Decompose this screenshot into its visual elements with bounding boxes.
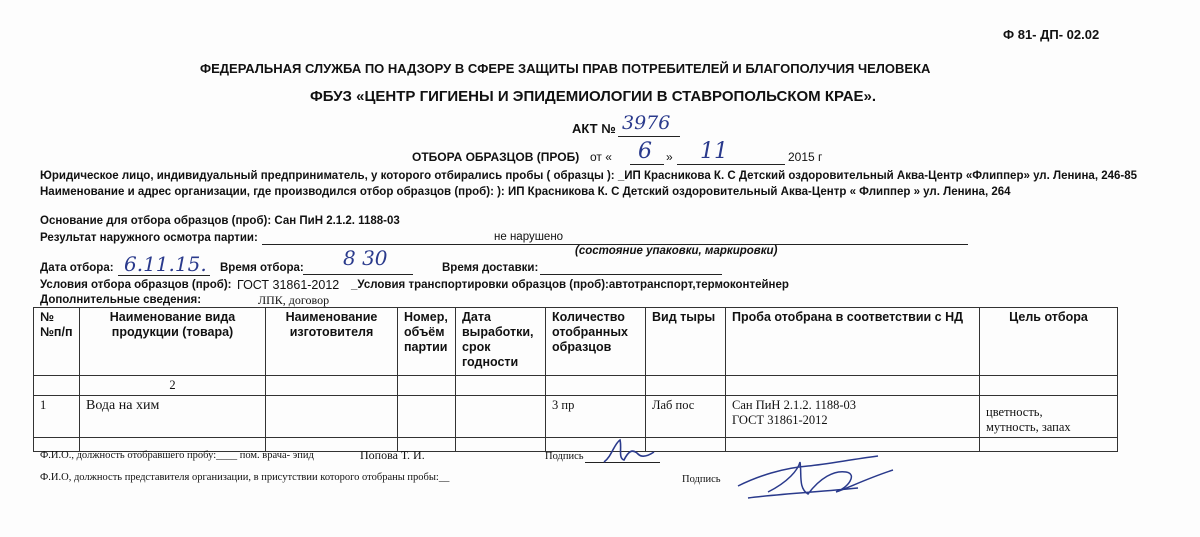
row-num: 1 xyxy=(34,396,80,438)
index-cell xyxy=(456,376,546,396)
inspection-note: (состояние упаковки, маркировки) xyxy=(575,245,778,257)
empty-cell xyxy=(456,438,546,452)
act-month: 11 xyxy=(700,139,728,164)
act-day-line xyxy=(630,164,664,165)
header-nd: Проба отобрана в соответствии с НД xyxy=(726,308,980,376)
row-nd-line2: ГОСТ 31861-2012 xyxy=(732,413,828,427)
table-index-row xyxy=(34,376,1118,396)
conditions-label: Условия отбора образцов (проб): xyxy=(40,279,232,291)
index-cell xyxy=(266,376,398,396)
rep-label: Ф.И.О, должность представителя организации, в присутствии которого отобраны пробы:__ xyxy=(40,472,450,483)
delivery-time-line xyxy=(540,274,722,275)
header-container: Вид тыры xyxy=(646,308,726,376)
row-nd xyxy=(726,396,980,438)
sampling-date-label: Дата отбора: xyxy=(40,262,114,274)
row-purpose-line2: мутность, запах xyxy=(986,420,1071,434)
sampling-time-value: 8 30 xyxy=(343,246,388,270)
row-batch xyxy=(398,396,456,438)
header-purpose: Цель отбора xyxy=(980,308,1118,376)
header-product: Наименование вида продукции (товара) xyxy=(80,308,266,376)
row-maker xyxy=(266,396,398,438)
act-year: 2015 xyxy=(788,150,815,164)
index-cell xyxy=(546,376,646,396)
act-day: 6 xyxy=(638,139,652,164)
row-purpose-line1: цветность, xyxy=(986,405,1043,419)
sampler-signature-label: Подпись xyxy=(545,451,584,462)
row-purpose xyxy=(980,396,1118,438)
sampler-name: Попова Т. И. xyxy=(360,448,425,462)
act-month-line xyxy=(677,164,785,165)
rep-signature xyxy=(728,448,908,508)
transport-line: _Условия транспортировки образцов (проб):автотранспорт,термоконтейнер xyxy=(351,279,789,291)
samples-table xyxy=(33,307,1118,452)
header-qty: Количество отобранных образцов xyxy=(546,308,646,376)
sampling-time-label: Время отбора: xyxy=(220,262,304,274)
act-number-line xyxy=(618,136,680,137)
header-num: №№п/п xyxy=(34,308,80,376)
extra-label: Дополнительные сведения: xyxy=(40,294,202,306)
legal-entity-line: Юридическое лицо, индивидуальный предприниматель, у которого отбирались пробы ( образцы ): _ИП Красникова К. С Детский оздоровительный Аква-Центр «Флиппер» ул. Ленина, 246-85 xyxy=(40,170,1138,182)
conditions-value: ГОСТ 31861-2012 xyxy=(237,278,340,292)
inspection-value: не нарушено xyxy=(494,231,564,243)
act-date-mid: » xyxy=(666,150,673,164)
org-address-line: Наименование и адрес организации, где производился отбор образцов (проб): ): ИП Красникова К. С Детский оздоровительный Аква-Центр « Флиппер » ул. Ленина, 264 xyxy=(40,186,1011,198)
index-cell xyxy=(726,376,980,396)
index-cell xyxy=(398,376,456,396)
sampler-label: Ф.И.О., должность отобравшего пробу:____ пом. врача- эпид xyxy=(40,450,314,461)
header-batch: Номер, объём партии xyxy=(398,308,456,376)
row-product: Вода на хим xyxy=(80,396,266,438)
empty-cell xyxy=(980,438,1118,452)
act-subtitle: ОТБОРА ОБРАЗЦОВ (ПРОБ) xyxy=(412,150,580,164)
center-title: ФБУЗ «ЦЕНТР ГИГИЕНЫ И ЭПИДЕМИОЛОГИИ В СТАВРОПОЛЬСКОМ КРАЕ». xyxy=(310,88,877,105)
act-number: 3976 xyxy=(622,112,671,134)
inspection-label: Результат наружного осмотра партии: xyxy=(40,232,258,244)
form-code: Ф 81- ДП- 02.02 xyxy=(1003,27,1100,42)
index-cell xyxy=(980,376,1118,396)
sampler-signature xyxy=(598,434,658,470)
act-year-suffix: г xyxy=(818,150,823,164)
sampling-time-line xyxy=(303,274,413,275)
rep-signature-label: Подпись xyxy=(682,474,721,485)
basis-line: Основание для отбора образцов (проб): Сан ПиН 2.1.2. 1188-03 xyxy=(40,215,400,227)
row-date xyxy=(456,396,546,438)
table-row xyxy=(34,396,1118,438)
row-nd-line1: Сан ПиН 2.1.2. 1188-03 xyxy=(732,398,857,412)
header-maker: Наименование изготовителя xyxy=(266,308,398,376)
header-date: Дата выработки, срок годности xyxy=(456,308,546,376)
extra-value: ЛПК, договор xyxy=(258,293,330,307)
act-date-prefix: от « xyxy=(590,150,612,164)
row-container: Лаб пос xyxy=(646,396,726,438)
table-header-row xyxy=(34,308,1118,376)
act-label: АКТ № xyxy=(572,121,616,136)
row-qty: 3 пр xyxy=(546,396,646,438)
delivery-time-label: Время доставки: xyxy=(442,262,539,274)
sampling-date-value: 6.11.15. xyxy=(124,252,207,276)
index-cell xyxy=(34,376,80,396)
agency-title: ФЕДЕРАЛЬНАЯ СЛУЖБА ПО НАДЗОРУ В СФЕРЕ ЗАЩИТЫ ПРАВ ПОТРЕБИТЕЛЕЙ И БЛАГОПОЛУЧИЯ ЧЕЛОВЕКА xyxy=(200,61,931,76)
index-cell: 2 xyxy=(80,376,266,396)
index-cell xyxy=(646,376,726,396)
